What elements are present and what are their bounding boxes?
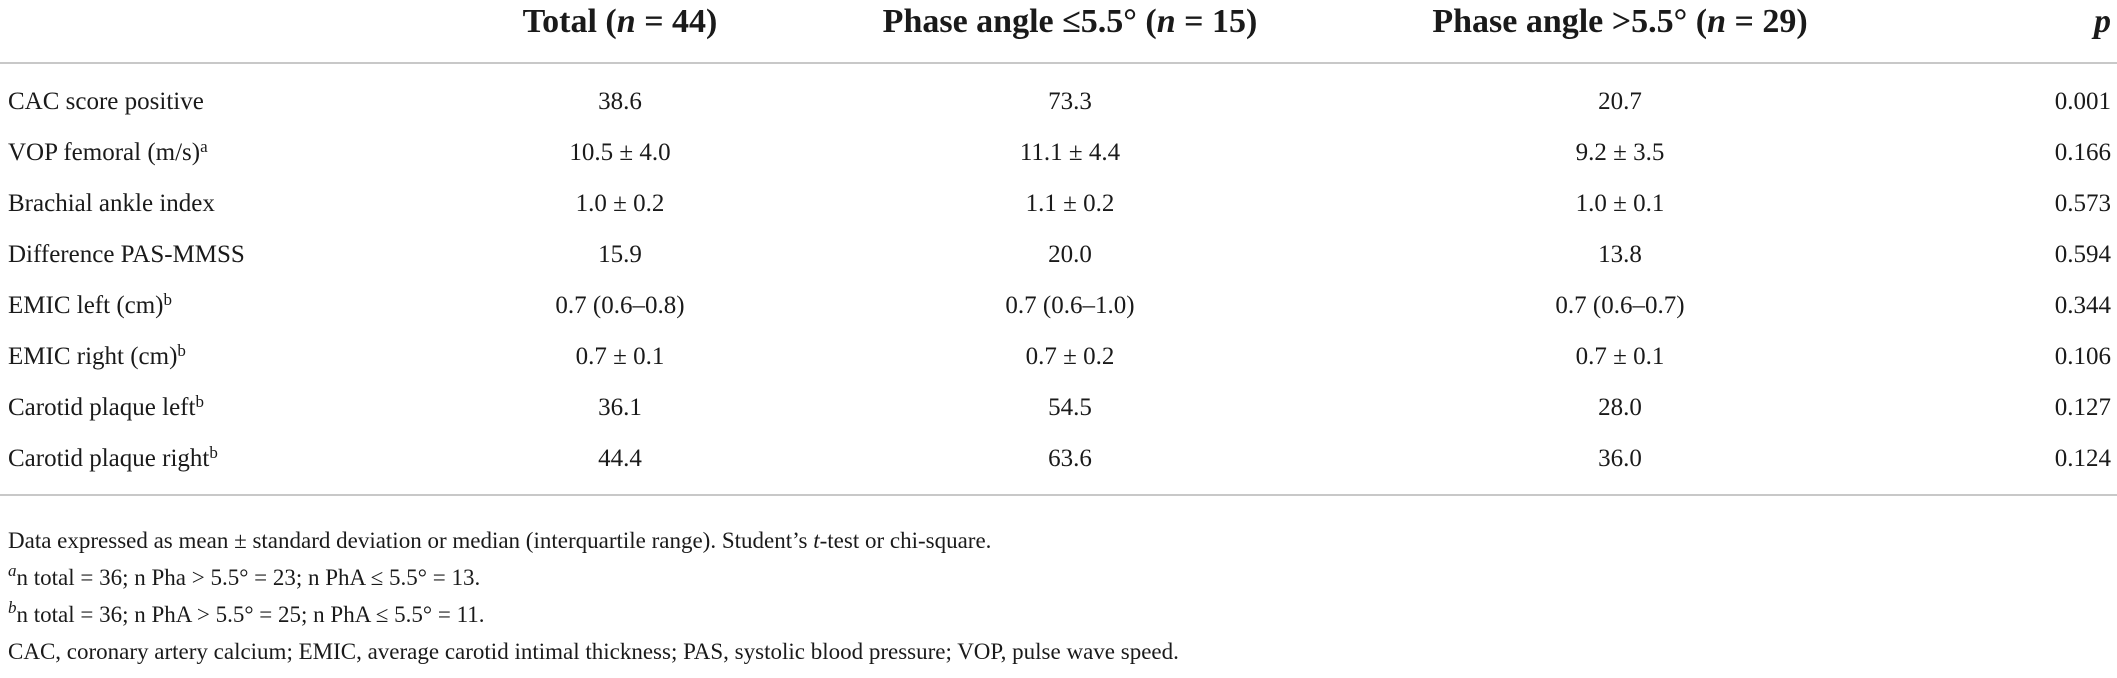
table-row — [0, 229, 2117, 280]
cell-phase-low: 20.0 — [1048, 240, 1092, 268]
row-label-footnote-marker: b — [209, 442, 218, 462]
row-label-footnote-marker: b — [163, 289, 173, 309]
header-total-rest: = 44) — [635, 3, 718, 40]
footnote-methods-text: Data expressed as mean ± standard deviation or median (interquartile range). Student’s — [8, 528, 814, 553]
footnote-b-marker: b — [8, 598, 17, 617]
header-high-rest: = 29) — [1725, 3, 1808, 40]
cell-p-value: 0.106 — [2054, 342, 2111, 370]
table-row — [0, 433, 2117, 495]
cell-p-value: 0.594 — [2054, 240, 2111, 268]
footnote-a-text: n total = 36; n Pha > 5.5° = 23; n PhA ≤ 5.5° = 13. — [16, 565, 481, 590]
header-total — [420, 0, 820, 63]
header-high-text: Phase angle >5.5° ( — [1432, 3, 1708, 40]
header-total-text: Total ( — [522, 3, 617, 40]
row-label-footnote-marker: b — [177, 340, 186, 360]
table-header — [0, 0, 2117, 63]
row-label — [0, 331, 420, 382]
footnote-methods-rest: -test or chi-square. — [819, 528, 992, 553]
cell-p-value: 0.573 — [2054, 189, 2111, 217]
footnote-methods — [8, 522, 2108, 559]
header-total-n: n — [616, 3, 636, 40]
footnote-abbreviations: CAC, coronary artery calcium; EMIC, average carotid intimal thickness; PAS, systolic blood pressure; VOP, pulse wave speed. — [8, 639, 1179, 664]
cell-p-value: 0.124 — [1920, 433, 2117, 495]
cell-phase-high: 13.8 — [1598, 240, 1642, 268]
footnote-methods-t: t — [813, 528, 820, 553]
header-label — [0, 0, 420, 63]
header-high-n: n — [1707, 3, 1726, 40]
cell-p-value: 0.166 — [2054, 138, 2111, 166]
table-row — [0, 382, 2117, 433]
cell-total: 15.9 — [598, 240, 642, 268]
cell-phase-low: 1.1 ± 0.2 — [1025, 189, 1115, 217]
cell-phase-low: 0.7 ± 0.2 — [1025, 342, 1115, 370]
cell-total: 0.7 (0.6–0.8) — [555, 291, 685, 319]
cell-total: 38.6 — [598, 87, 642, 115]
cell-phase-high: 28.0 — [1598, 393, 1642, 421]
row-label-text: CAC score positive — [8, 87, 204, 115]
cell-p-value: 0.001 — [2054, 87, 2111, 115]
row-label — [0, 127, 420, 178]
cell-p-value: 0.344 — [2054, 291, 2111, 319]
row-label — [0, 433, 420, 495]
row-label-footnote-marker: b — [195, 391, 204, 411]
cell-total: 36.1 — [598, 393, 642, 421]
row-label — [0, 178, 420, 229]
footnote-b-text: n total = 36; n PhA > 5.5° = 25; n PhA ≤ 5.5° = 11. — [16, 602, 485, 627]
cell-total: 0.7 ± 0.1 — [575, 342, 665, 370]
header-low-rest: = 15) — [1175, 3, 1258, 40]
cell-total: 10.5 ± 4.0 — [569, 138, 671, 166]
header-low-n: n — [1156, 3, 1176, 40]
header-row — [0, 0, 2117, 63]
table-row — [0, 178, 2117, 229]
cell-phase-low: 11.1 ± 4.4 — [1019, 138, 1121, 166]
cell-phase-high: 1.0 ± 0.1 — [1575, 189, 1665, 217]
table-row — [0, 331, 2117, 382]
cell-phase-high: 20.7 — [1598, 87, 1642, 115]
row-label-text: EMIC left (cm) — [8, 291, 164, 319]
footnote-a — [8, 559, 2108, 596]
cell-total: 44.4 — [420, 433, 820, 495]
table-row — [0, 280, 2117, 331]
row-label-text: Carotid plaque left — [8, 393, 196, 421]
row-label — [0, 229, 420, 280]
header-phase-low — [820, 0, 1320, 63]
header-low-text: Phase angle ≤5.5° ( — [882, 3, 1157, 40]
row-label-text: Difference PAS-MMSS — [8, 240, 245, 268]
table-row — [0, 63, 2117, 127]
header-p: p — [1920, 0, 2117, 63]
cell-phase-low: 0.7 (0.6–1.0) — [1005, 291, 1135, 319]
cell-phase-high: 0.7 (0.6–0.7) — [1555, 291, 1685, 319]
row-label-footnote-marker: a — [200, 136, 208, 156]
table-footnotes — [8, 522, 2108, 670]
row-label — [0, 63, 420, 127]
row-label-text: Brachial ankle index — [8, 189, 215, 217]
row-label-text: VOP femoral (m/s) — [8, 138, 201, 166]
footnote-b — [8, 596, 2108, 633]
cell-total: 1.0 ± 0.2 — [575, 189, 665, 217]
cell-phase-high: 0.7 ± 0.1 — [1575, 342, 1665, 370]
cell-phase-high: 36.0 — [1320, 433, 1920, 495]
row-label-text: EMIC right (cm) — [8, 342, 178, 370]
header-phase-high — [1320, 0, 1920, 63]
table-row — [0, 127, 2117, 178]
footnote-a-marker: a — [8, 561, 17, 580]
row-label — [0, 382, 420, 433]
cell-p-value: 0.127 — [2054, 393, 2111, 421]
row-label — [0, 280, 420, 331]
cell-phase-low: 63.6 — [820, 433, 1320, 495]
row-label-text: Carotid plaque right — [8, 444, 210, 472]
cell-phase-high: 9.2 ± 3.5 — [1575, 138, 1665, 166]
table-body — [0, 63, 2117, 495]
cell-phase-low: 73.3 — [1048, 87, 1092, 115]
cell-phase-low: 54.5 — [1048, 393, 1092, 421]
